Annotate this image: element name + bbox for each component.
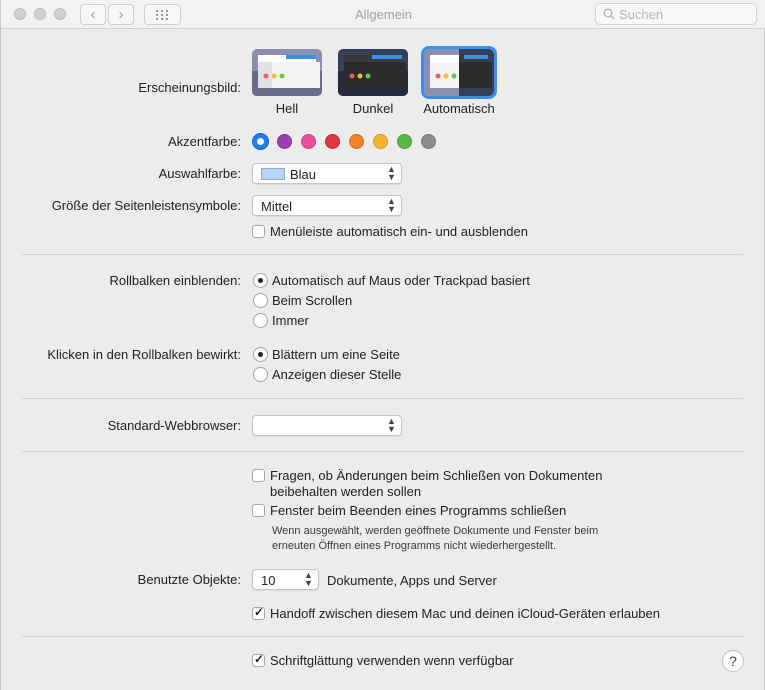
highlight-color-popup[interactable]: [252, 163, 402, 184]
search-placeholder: Suchen: [619, 7, 664, 22]
chevron-right-icon: ›: [118, 6, 124, 23]
close-windows-checkbox[interactable]: [252, 504, 265, 517]
handoff-label: Handoff zwischen diesem Mac und deinen iCloud-Geräten erlauben: [270, 606, 660, 621]
question-mark-icon: ?: [729, 653, 737, 669]
ask-keep-changes-label-line2: beibehalten werden sollen: [270, 484, 422, 499]
appearance-auto-label: Automatisch: [423, 101, 495, 116]
accent-color-swatch[interactable]: [397, 134, 412, 149]
default-browser-popup[interactable]: [252, 415, 402, 436]
highlight-color-label: Auswahlfarbe:: [158, 166, 241, 181]
highlight-swatch: [261, 168, 285, 180]
appearance-label: Erscheinungsbild:: [138, 80, 241, 95]
appearance-auto-thumbnail[interactable]: [424, 49, 494, 96]
close-windows-hint-line2: erneuten Öffnen eines Programms nicht wiederhergestellt.: [272, 540, 557, 552]
scrollbars-auto-label: Automatisch auf Maus oder Trackpad basiert: [272, 273, 530, 288]
up-down-arrows-icon: ▲ ▼: [304, 570, 313, 588]
up-down-arrows-icon: ▲ ▼: [387, 416, 396, 434]
accent-color-label: Akzentfarbe:: [168, 134, 241, 149]
search-field[interactable]: [595, 3, 757, 25]
scroll-click-spot-label: Anzeigen dieser Stelle: [272, 367, 402, 382]
accent-color-swatch[interactable]: [373, 134, 388, 149]
up-down-arrows-icon: ▲ ▼: [387, 196, 396, 214]
recent-items-popup[interactable]: [252, 569, 319, 590]
scroll-click-spot-radio[interactable]: [253, 367, 268, 382]
chevron-left-icon: ‹: [90, 6, 96, 23]
show-scrollbars-label: Rollbalken einblenden:: [109, 273, 241, 288]
scrollbars-always-label: Immer: [272, 313, 309, 328]
sidebar-icon-size-label: Größe der Seitenleistensymbole:: [51, 198, 241, 213]
recent-items-value: 10: [261, 573, 276, 588]
scroll-click-label: Klicken in den Rollbalken bewirkt:: [47, 347, 241, 362]
ask-keep-changes-label: Fragen, ob Änderungen beim Schließen von Dokumenten: [270, 468, 603, 483]
accent-color-swatch[interactable]: [253, 134, 268, 149]
font-smoothing-label: Schriftglättung verwenden wenn verfügbar: [270, 653, 514, 668]
scrollbars-scrolling-label: Beim Scrollen: [272, 293, 353, 308]
help-button[interactable]: [722, 650, 744, 672]
title-bar: [1, 0, 765, 29]
scroll-click-page-label: Blättern um eine Seite: [272, 347, 400, 362]
divider: [22, 451, 743, 452]
close-windows-label: Fenster beim Beenden eines Programms schließen: [270, 503, 567, 518]
divider: [22, 398, 743, 399]
accent-color-swatch[interactable]: [421, 134, 436, 149]
accent-color-swatch[interactable]: [325, 134, 340, 149]
divider: [22, 254, 743, 255]
menubar-autohide-checkbox[interactable]: [252, 225, 265, 238]
appearance-dark-thumbnail[interactable]: [338, 49, 408, 96]
scrollbars-auto-radio[interactable]: [253, 273, 268, 288]
appearance-light-label: Hell: [275, 101, 299, 116]
accent-color-swatch[interactable]: [277, 134, 292, 149]
up-down-arrows-icon: ▲ ▼: [387, 164, 396, 182]
accent-color-swatch[interactable]: [301, 134, 316, 149]
scrollbars-always-radio[interactable]: [253, 313, 268, 328]
ask-keep-changes-checkbox[interactable]: [252, 469, 265, 482]
menubar-autohide-label: Menüleiste automatisch ein- und ausblenden: [270, 224, 529, 239]
handoff-checkbox[interactable]: [252, 607, 265, 620]
accent-color-swatch[interactable]: [349, 134, 364, 149]
appearance-light-thumbnail[interactable]: [252, 49, 322, 96]
scroll-click-page-radio[interactable]: [253, 347, 268, 362]
scrollbars-scrolling-radio[interactable]: [253, 293, 268, 308]
window-title: Allgemein: [354, 7, 413, 22]
default-browser-label: Standard-Webbrowser:: [107, 418, 241, 433]
font-smoothing-checkbox[interactable]: [252, 654, 265, 667]
highlight-color-value: Blau: [290, 167, 317, 182]
sidebar-icon-size-popup[interactable]: [252, 195, 402, 216]
divider: [22, 636, 743, 637]
sidebar-icon-size-value: Mittel: [261, 199, 293, 214]
recent-items-suffix: Dokumente, Apps und Server: [327, 573, 497, 588]
search-icon: [603, 8, 615, 20]
recent-items-label: Benutzte Objekte:: [137, 572, 241, 587]
appearance-dark-label: Dunkel: [352, 101, 394, 116]
close-windows-hint: Wenn ausgewählt, werden geöffnete Dokumente und Fenster beim: [272, 525, 599, 537]
